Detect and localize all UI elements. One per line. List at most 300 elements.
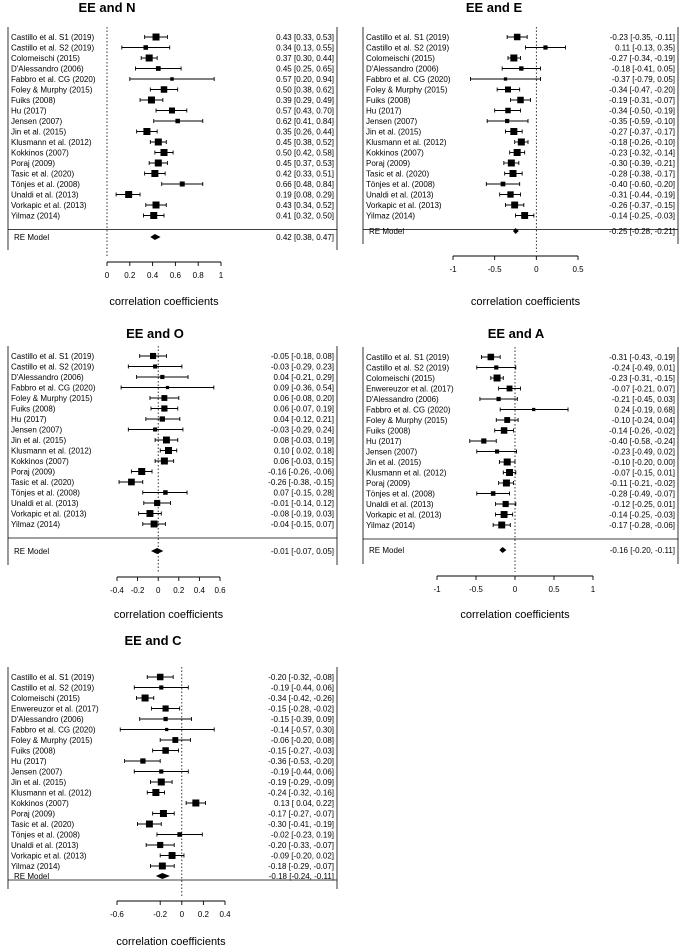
point-estimate bbox=[180, 182, 185, 187]
study-name: Jensen (2007) bbox=[11, 425, 63, 435]
study-estimate: -0.01 [-0.14, 0.12] bbox=[270, 499, 334, 508]
study-estimate: -0.30 [-0.39, -0.21] bbox=[609, 159, 675, 168]
study-estimate: 0.04 [-0.12, 0.21] bbox=[273, 415, 334, 424]
study-name: Hu (2017) bbox=[11, 415, 47, 424]
study-estimate: -0.12 [-0.25, 0.01] bbox=[611, 500, 675, 509]
re-model-estimate: -0.25 [-0.28, -0.21] bbox=[609, 227, 675, 236]
study-estimate: -0.15 [-0.28, -0.02] bbox=[268, 704, 334, 714]
point-estimate bbox=[125, 191, 132, 198]
point-estimate bbox=[518, 139, 525, 146]
point-estimate bbox=[159, 863, 166, 870]
study-name: Vorkapic et al. (2013) bbox=[11, 851, 87, 861]
study-estimate: -0.26 [-0.37, -0.15] bbox=[609, 201, 675, 210]
point-estimate bbox=[163, 717, 167, 721]
study-estimate: -0.34 [-0.42, -0.26] bbox=[268, 694, 334, 703]
study-estimate: 0.04 [-0.21, 0.29] bbox=[273, 373, 334, 382]
study-name: Jin et al. (2015) bbox=[11, 778, 67, 787]
study-name: Castillo et al. S1 (2019) bbox=[366, 353, 450, 362]
study-estimate: -0.09 [-0.20, 0.02] bbox=[270, 851, 334, 861]
study-name: Unaldi et al. (2013) bbox=[366, 500, 434, 509]
point-estimate bbox=[504, 77, 507, 80]
point-estimate bbox=[496, 397, 500, 401]
study-estimate: -0.15 [-0.39, 0.09] bbox=[270, 715, 334, 724]
point-estimate bbox=[163, 437, 170, 444]
x-tick-label: 0.6 bbox=[214, 586, 226, 595]
study-estimate: -0.18 [-0.29, -0.07] bbox=[268, 862, 334, 871]
point-estimate bbox=[147, 510, 154, 517]
point-estimate bbox=[504, 417, 510, 423]
x-tick-label: 1 bbox=[590, 585, 596, 594]
study-estimate: 0.19 [0.08, 0.29] bbox=[276, 190, 334, 200]
point-estimate bbox=[543, 45, 547, 49]
study-name: Foley & Murphy (2015) bbox=[11, 394, 93, 403]
study-name: Tasic et al. (2020) bbox=[11, 478, 75, 487]
x-axis-label: correlation coefficients bbox=[113, 609, 224, 621]
point-estimate bbox=[153, 202, 160, 209]
study-name: Foley & Murphy (2015) bbox=[11, 736, 93, 745]
point-estimate bbox=[158, 779, 165, 786]
point-estimate bbox=[505, 108, 510, 113]
study-name: Hu (2017) bbox=[11, 757, 47, 766]
study-estimate: 0.06 [-0.03, 0.15] bbox=[273, 457, 334, 466]
point-estimate bbox=[151, 521, 158, 528]
point-estimate bbox=[160, 375, 164, 379]
study-estimate: -0.28 [-0.49, -0.07] bbox=[609, 489, 675, 499]
point-estimate bbox=[510, 55, 517, 62]
study-name: Fuiks (2008) bbox=[366, 426, 411, 436]
study-name: Fuiks (2008) bbox=[11, 404, 56, 414]
re-model-label: RE Model bbox=[14, 233, 50, 242]
study-name: Kokkinos (2007) bbox=[11, 799, 69, 808]
study-name: Klusmann et al. (2012) bbox=[11, 138, 92, 147]
study-estimate: 0.13 [ 0.04, 0.22] bbox=[273, 799, 334, 808]
point-estimate bbox=[155, 160, 162, 167]
study-name: Vorkapic et al. (2013) bbox=[11, 201, 87, 210]
panel-title: EE and O bbox=[126, 326, 184, 341]
point-estimate bbox=[491, 491, 496, 496]
point-estimate bbox=[501, 427, 508, 434]
x-tick-label: -0.2 bbox=[153, 910, 168, 919]
point-estimate bbox=[160, 810, 167, 817]
study-name: Castillo et al. S1 (2019) bbox=[366, 33, 450, 42]
point-estimate bbox=[504, 459, 511, 466]
x-tick-label: -1 bbox=[433, 585, 441, 594]
study-name: Colomeischi (2015) bbox=[11, 694, 80, 703]
study-name: Foley & Murphy (2015) bbox=[11, 85, 93, 95]
point-estimate bbox=[160, 416, 165, 421]
study-name: Poraj (2009) bbox=[366, 479, 411, 488]
point-estimate bbox=[154, 500, 160, 506]
study-estimate: 0.50 [0.42, 0.58] bbox=[276, 148, 334, 158]
point-estimate bbox=[511, 202, 518, 209]
study-name: Castillo et al. S2 (2019) bbox=[11, 362, 95, 372]
study-estimate: -0.40 [-0.60, -0.20] bbox=[609, 180, 675, 189]
x-axis-label: correlation coefficients bbox=[116, 936, 226, 947]
re-model-estimate: -0.01 [-0.07, 0.05] bbox=[270, 547, 334, 556]
study-estimate: -0.23 [-0.32, -0.14] bbox=[609, 148, 675, 158]
study-name: Fuiks (2008) bbox=[366, 96, 411, 105]
study-estimate: -0.08 [-0.19, 0.03] bbox=[270, 509, 334, 519]
re-model-diamond bbox=[513, 228, 519, 234]
study-name: Vorkapic et al. (2013) bbox=[366, 201, 442, 210]
study-estimate: 0.06 [-0.08, 0.20] bbox=[273, 394, 334, 403]
study-estimate: -0.05 [-0.18, 0.08] bbox=[270, 352, 334, 361]
point-estimate bbox=[159, 769, 163, 773]
point-estimate bbox=[494, 365, 498, 369]
study-estimate: -0.15 [-0.27, -0.03] bbox=[268, 746, 334, 756]
point-estimate bbox=[501, 182, 506, 187]
study-estimate: 0.41 [0.32, 0.50] bbox=[276, 211, 334, 221]
point-estimate bbox=[128, 479, 135, 486]
point-estimate bbox=[150, 212, 157, 219]
study-estimate: -0.23 [-0.31, -0.15] bbox=[609, 374, 675, 383]
panel-title: EE and C bbox=[124, 633, 182, 648]
study-name: Fabbro et al. CG (2020) bbox=[11, 725, 96, 735]
study-estimate: -0.27 [-0.37, -0.17] bbox=[609, 127, 675, 137]
study-estimate: 0.45 [0.38, 0.52] bbox=[276, 138, 334, 147]
study-name: Hu (2017) bbox=[366, 437, 402, 446]
study-estimate: -0.03 [-0.29, 0.23] bbox=[270, 362, 334, 372]
study-name: Vorkapic et al. (2013) bbox=[366, 510, 442, 520]
study-name: Colomeischi (2015) bbox=[366, 374, 435, 383]
study-name: Hu (2017) bbox=[11, 106, 47, 116]
study-name: Unaldi et al. (2013) bbox=[366, 190, 434, 200]
study-estimate: 0.07 [-0.15, 0.28] bbox=[273, 488, 334, 498]
x-tick-label: 0.2 bbox=[197, 910, 209, 919]
x-tick-label: 0 bbox=[179, 910, 185, 919]
study-estimate: 0.57 [0.20, 0.94] bbox=[276, 75, 334, 84]
point-estimate bbox=[138, 468, 145, 475]
study-estimate: -0.31 [-0.43, -0.19] bbox=[609, 353, 675, 362]
study-name: D'Alessandro (2006) bbox=[11, 715, 84, 724]
study-name: Castillo et al. S2 (2019) bbox=[11, 683, 95, 693]
study-name: Jin et al. (2015) bbox=[366, 458, 422, 467]
point-estimate bbox=[517, 97, 524, 104]
study-name: Unaldi et al. (2013) bbox=[11, 190, 79, 200]
x-tick-label: 0.4 bbox=[219, 910, 231, 919]
point-estimate bbox=[161, 405, 167, 411]
study-name: Tasic et al. (2020) bbox=[11, 169, 75, 179]
study-estimate: -0.18 [-0.26, -0.10] bbox=[609, 138, 675, 147]
point-estimate bbox=[192, 800, 199, 807]
point-estimate bbox=[532, 408, 535, 411]
study-estimate: 0.34 [0.13, 0.55] bbox=[276, 43, 334, 53]
study-name: Hu (2017) bbox=[366, 106, 402, 116]
point-estimate bbox=[514, 149, 521, 156]
study-name: Tönjes et al. (2008) bbox=[366, 489, 435, 499]
study-estimate: 0.11 [-0.13, 0.35] bbox=[615, 43, 675, 53]
point-estimate bbox=[143, 128, 150, 135]
x-tick-label: 0 bbox=[104, 271, 110, 280]
point-estimate bbox=[157, 842, 163, 848]
study-estimate: -0.19 [-0.44, 0.06] bbox=[270, 767, 334, 777]
study-estimate: -0.20 [-0.32, -0.08] bbox=[268, 673, 334, 682]
study-name: Tasic et al. (2020) bbox=[11, 820, 75, 829]
study-name: D'Alessandro (2006) bbox=[11, 64, 84, 74]
study-name: Klusmann et al. (2012) bbox=[11, 788, 92, 798]
study-name: Vorkapic et al. (2013) bbox=[11, 509, 87, 519]
point-estimate bbox=[161, 86, 168, 93]
study-name: Yilmaz (2014) bbox=[11, 520, 61, 529]
x-tick-label: 0.8 bbox=[192, 271, 204, 280]
study-name: Jensen (2007) bbox=[366, 117, 418, 126]
x-tick-label: -0.4 bbox=[110, 586, 124, 595]
study-name: Yilmaz (2014) bbox=[366, 211, 416, 221]
point-estimate bbox=[177, 832, 182, 837]
x-tick-label: 0 bbox=[512, 585, 518, 594]
point-estimate bbox=[508, 160, 515, 167]
study-name: Tönjes et al. (2008) bbox=[11, 488, 80, 498]
study-name: D'Alessandro (2006) bbox=[366, 395, 439, 404]
x-tick-label: 0 bbox=[534, 265, 539, 274]
study-name: Fuiks (2008) bbox=[11, 746, 56, 756]
study-name: Poraj (2009) bbox=[11, 467, 56, 477]
x-tick-label: -0.5 bbox=[487, 265, 502, 274]
point-estimate bbox=[143, 45, 148, 50]
study-name: Enwereuzor et al. (2017) bbox=[366, 384, 454, 394]
point-estimate bbox=[507, 191, 513, 197]
point-estimate bbox=[506, 469, 513, 476]
study-estimate: -0.26 [-0.38, -0.15] bbox=[268, 478, 334, 487]
study-estimate: 0.43 [0.33, 0.53] bbox=[276, 33, 334, 42]
point-estimate bbox=[153, 34, 160, 41]
study-estimate: 0.10 [ 0.02, 0.18] bbox=[273, 446, 334, 456]
study-estimate: 0.35 [0.26, 0.44] bbox=[276, 127, 334, 137]
study-name: Klusmann et al. (2012) bbox=[366, 138, 447, 147]
study-name: Jin et al. (2015) bbox=[11, 436, 67, 445]
study-estimate: -0.10 [-0.24, 0.04] bbox=[611, 416, 675, 425]
study-estimate: -0.28 [-0.38, -0.17] bbox=[609, 169, 675, 179]
study-name: Fabbro et al. CG (2020) bbox=[366, 405, 451, 415]
x-tick-label: 0.2 bbox=[124, 271, 136, 280]
study-estimate: -0.34 [-0.50, -0.19] bbox=[609, 106, 675, 116]
point-estimate bbox=[148, 97, 155, 104]
study-estimate: -0.36 [-0.53, -0.20] bbox=[268, 757, 334, 766]
study-estimate: -0.14 [-0.25, -0.03] bbox=[609, 211, 675, 221]
point-estimate bbox=[153, 364, 157, 368]
study-name: Foley & Murphy (2015) bbox=[366, 85, 448, 95]
point-estimate bbox=[161, 458, 168, 465]
study-estimate: -0.07 [-0.15, 0.01] bbox=[611, 468, 675, 478]
point-estimate bbox=[165, 728, 168, 731]
x-tick-label: -0.6 bbox=[110, 910, 124, 919]
study-estimate: -0.07 [-0.21, 0.07] bbox=[611, 384, 675, 394]
point-estimate bbox=[161, 395, 167, 401]
point-estimate bbox=[169, 108, 175, 114]
point-estimate bbox=[161, 149, 168, 156]
study-estimate: -0.04 [-0.15, 0.07] bbox=[270, 520, 334, 529]
point-estimate bbox=[510, 128, 517, 135]
study-name: Kokkinos (2007) bbox=[366, 148, 424, 158]
point-estimate bbox=[150, 353, 156, 359]
study-estimate: -0.10 [-0.20, 0.00] bbox=[611, 458, 675, 467]
study-name: Jensen (2007) bbox=[11, 117, 63, 126]
point-estimate bbox=[481, 438, 486, 443]
point-estimate bbox=[169, 852, 176, 859]
study-name: Tönjes et al. (2008) bbox=[366, 180, 435, 189]
study-estimate: -0.14 [-0.26, -0.02] bbox=[609, 426, 675, 436]
study-estimate: -0.19 [-0.44, 0.06] bbox=[270, 683, 334, 693]
study-name: Jin et al. (2015) bbox=[366, 127, 422, 137]
point-estimate bbox=[156, 66, 161, 71]
study-estimate: 0.62 [0.41, 0.84] bbox=[276, 117, 334, 126]
point-estimate bbox=[498, 522, 505, 529]
study-name: Unaldi et al. (2013) bbox=[11, 841, 79, 850]
point-estimate bbox=[151, 170, 158, 177]
x-axis-label: correlation coefficients bbox=[460, 609, 570, 621]
re-model-label: RE Model bbox=[369, 227, 405, 236]
x-tick-label: -1 bbox=[449, 265, 457, 274]
re-model-diamond bbox=[150, 234, 160, 240]
study-name: D'Alessandro (2006) bbox=[11, 373, 84, 382]
x-tick-label: 0.5 bbox=[548, 585, 560, 594]
x-axis-label: correlation coefficients bbox=[109, 296, 219, 308]
re-model-diamond bbox=[151, 548, 163, 554]
study-estimate: -0.34 [-0.47, -0.20] bbox=[609, 85, 675, 95]
point-estimate bbox=[152, 789, 159, 796]
x-tick-label: 1 bbox=[218, 271, 224, 280]
study-name: Castillo et al. S2 (2019) bbox=[11, 43, 95, 53]
point-estimate bbox=[519, 66, 523, 70]
study-estimate: 0.66 [0.48, 0.84] bbox=[276, 180, 334, 189]
re-model-estimate: 0.42 [0.38, 0.47] bbox=[276, 233, 334, 242]
study-name: Yilmaz (2014) bbox=[11, 211, 61, 221]
study-name: Poraj (2009) bbox=[11, 159, 56, 168]
study-name: Castillo et al. S2 (2019) bbox=[366, 363, 450, 373]
point-estimate bbox=[172, 737, 178, 743]
study-estimate: 0.43 [0.34, 0.52] bbox=[276, 201, 334, 210]
study-estimate: 0.39 [0.29, 0.49] bbox=[276, 96, 334, 105]
study-estimate: -0.20 [-0.33, -0.07] bbox=[268, 841, 334, 850]
point-estimate bbox=[146, 55, 153, 62]
study-estimate: -0.27 [-0.34, -0.19] bbox=[609, 54, 675, 63]
study-name: Castillo et al. S1 (2019) bbox=[11, 33, 95, 42]
point-estimate bbox=[157, 674, 164, 681]
study-name: Klusmann et al. (2012) bbox=[11, 446, 92, 456]
study-estimate: -0.23 [-0.35, -0.11] bbox=[609, 33, 675, 42]
point-estimate bbox=[501, 511, 508, 518]
panel-title: EE and A bbox=[487, 326, 545, 341]
study-estimate: -0.16 [-0.26, -0.06] bbox=[268, 467, 334, 477]
study-estimate: -0.11 [-0.21, -0.02] bbox=[609, 479, 675, 488]
study-name: Castillo et al. S1 (2019) bbox=[11, 673, 95, 682]
study-name: Fuiks (2008) bbox=[11, 96, 56, 105]
study-name: Unaldi et al. (2013) bbox=[11, 499, 79, 508]
study-estimate: -0.06 [-0.20, 0.08] bbox=[270, 736, 334, 745]
re-model-estimate: -0.18 [-0.24, -0.11] bbox=[268, 872, 334, 881]
point-estimate bbox=[165, 447, 172, 454]
point-estimate bbox=[505, 87, 511, 93]
study-name: Tasic et al. (2020) bbox=[366, 169, 430, 179]
point-estimate bbox=[142, 695, 149, 702]
study-name: Fabbro et al. CG (2020) bbox=[11, 75, 96, 84]
study-estimate: 0.08 [-0.03, 0.19] bbox=[273, 436, 334, 445]
x-tick-label: 0 bbox=[155, 586, 161, 595]
study-estimate: -0.19 [-0.29, -0.09] bbox=[268, 778, 334, 787]
study-estimate: 0.45 [0.25, 0.65] bbox=[276, 64, 334, 74]
point-estimate bbox=[175, 119, 180, 124]
study-name: Tönjes et al. (2008) bbox=[11, 830, 80, 840]
study-estimate: -0.21 [-0.45, 0.03] bbox=[611, 395, 675, 404]
study-estimate: -0.17 [-0.27, -0.07] bbox=[268, 809, 334, 819]
point-estimate bbox=[505, 119, 509, 123]
point-estimate bbox=[163, 490, 168, 495]
study-estimate: -0.35 [-0.59, -0.10] bbox=[609, 117, 675, 126]
study-estimate: 0.50 [0.38, 0.62] bbox=[276, 85, 334, 95]
re-model-estimate: -0.16 [-0.20, -0.11] bbox=[609, 546, 675, 555]
study-estimate: -0.23 [-0.49, 0.02] bbox=[611, 447, 675, 457]
study-name: Jin et al. (2015) bbox=[11, 127, 67, 137]
x-tick-label: 0.4 bbox=[147, 271, 159, 280]
re-model-label: RE Model bbox=[14, 872, 50, 881]
study-name: Castillo et al. S2 (2019) bbox=[366, 43, 450, 53]
point-estimate bbox=[503, 501, 509, 507]
study-name: Castillo et al. S1 (2019) bbox=[11, 352, 95, 361]
x-tick-label: 0.6 bbox=[169, 271, 181, 280]
study-name: Jensen (2007) bbox=[11, 767, 63, 777]
point-estimate bbox=[163, 705, 169, 711]
point-estimate bbox=[159, 685, 163, 689]
study-name: Yilmaz (2014) bbox=[11, 862, 61, 871]
study-estimate: -0.24 [-0.49, 0.01] bbox=[611, 363, 675, 373]
point-estimate bbox=[153, 427, 157, 431]
study-estimate: 0.09 [-0.36, 0.54] bbox=[273, 383, 334, 393]
study-estimate: -0.40 [-0.58, -0.24] bbox=[609, 437, 675, 446]
study-estimate: -0.24 [-0.32, -0.16] bbox=[268, 788, 334, 798]
x-tick-label: 0.4 bbox=[193, 586, 205, 595]
x-tick-label: 0.2 bbox=[173, 586, 185, 595]
study-name: Poraj (2009) bbox=[11, 809, 56, 819]
point-estimate bbox=[488, 354, 495, 361]
re-model-diamond bbox=[156, 873, 170, 879]
point-estimate bbox=[521, 212, 528, 219]
point-estimate bbox=[503, 480, 510, 487]
study-estimate: 0.06 [-0.07, 0.19] bbox=[273, 404, 334, 414]
study-estimate: -0.19 [-0.31, -0.07] bbox=[609, 96, 675, 105]
study-estimate: -0.03 [-0.29, 0.24] bbox=[270, 425, 334, 435]
x-axis-label: correlation coefficients bbox=[470, 296, 581, 308]
point-estimate bbox=[507, 386, 513, 392]
study-name: Foley & Murphy (2015) bbox=[366, 416, 448, 425]
study-estimate: 0.24 [-0.19, 0.68] bbox=[614, 405, 675, 415]
x-tick-label: -0.5 bbox=[469, 585, 483, 594]
study-estimate: 0.42 [0.33, 0.51] bbox=[276, 169, 334, 179]
re-model-diamond bbox=[499, 547, 506, 553]
study-estimate: 0.45 [0.37, 0.53] bbox=[276, 159, 334, 168]
point-estimate bbox=[162, 747, 169, 754]
point-estimate bbox=[166, 386, 169, 389]
study-estimate: -0.37 [-0.79, 0.05] bbox=[611, 75, 675, 84]
re-model-label: RE Model bbox=[14, 547, 50, 556]
study-name: Tönjes et al. (2008) bbox=[11, 180, 80, 189]
study-name: Kokkinos (2007) bbox=[11, 457, 69, 466]
point-estimate bbox=[155, 139, 162, 146]
point-estimate bbox=[494, 375, 501, 382]
study-name: Colomeischi (2015) bbox=[366, 54, 435, 63]
point-estimate bbox=[170, 77, 173, 80]
point-estimate bbox=[146, 821, 153, 828]
study-estimate: -0.02 [-0.23, 0.19] bbox=[270, 830, 334, 840]
study-name: D'Alessandro (2006) bbox=[366, 64, 439, 74]
x-tick-label: 0.5 bbox=[572, 265, 584, 274]
study-name: Yilmaz (2014) bbox=[366, 521, 416, 530]
study-name: Jensen (2007) bbox=[366, 447, 418, 457]
study-name: Kokkinos (2007) bbox=[11, 148, 69, 158]
study-estimate: 0.57 [0.43, 0.70] bbox=[276, 106, 334, 116]
study-estimate: 0.37 [0.30, 0.44] bbox=[276, 54, 334, 63]
point-estimate bbox=[514, 34, 521, 41]
point-estimate bbox=[510, 170, 517, 177]
